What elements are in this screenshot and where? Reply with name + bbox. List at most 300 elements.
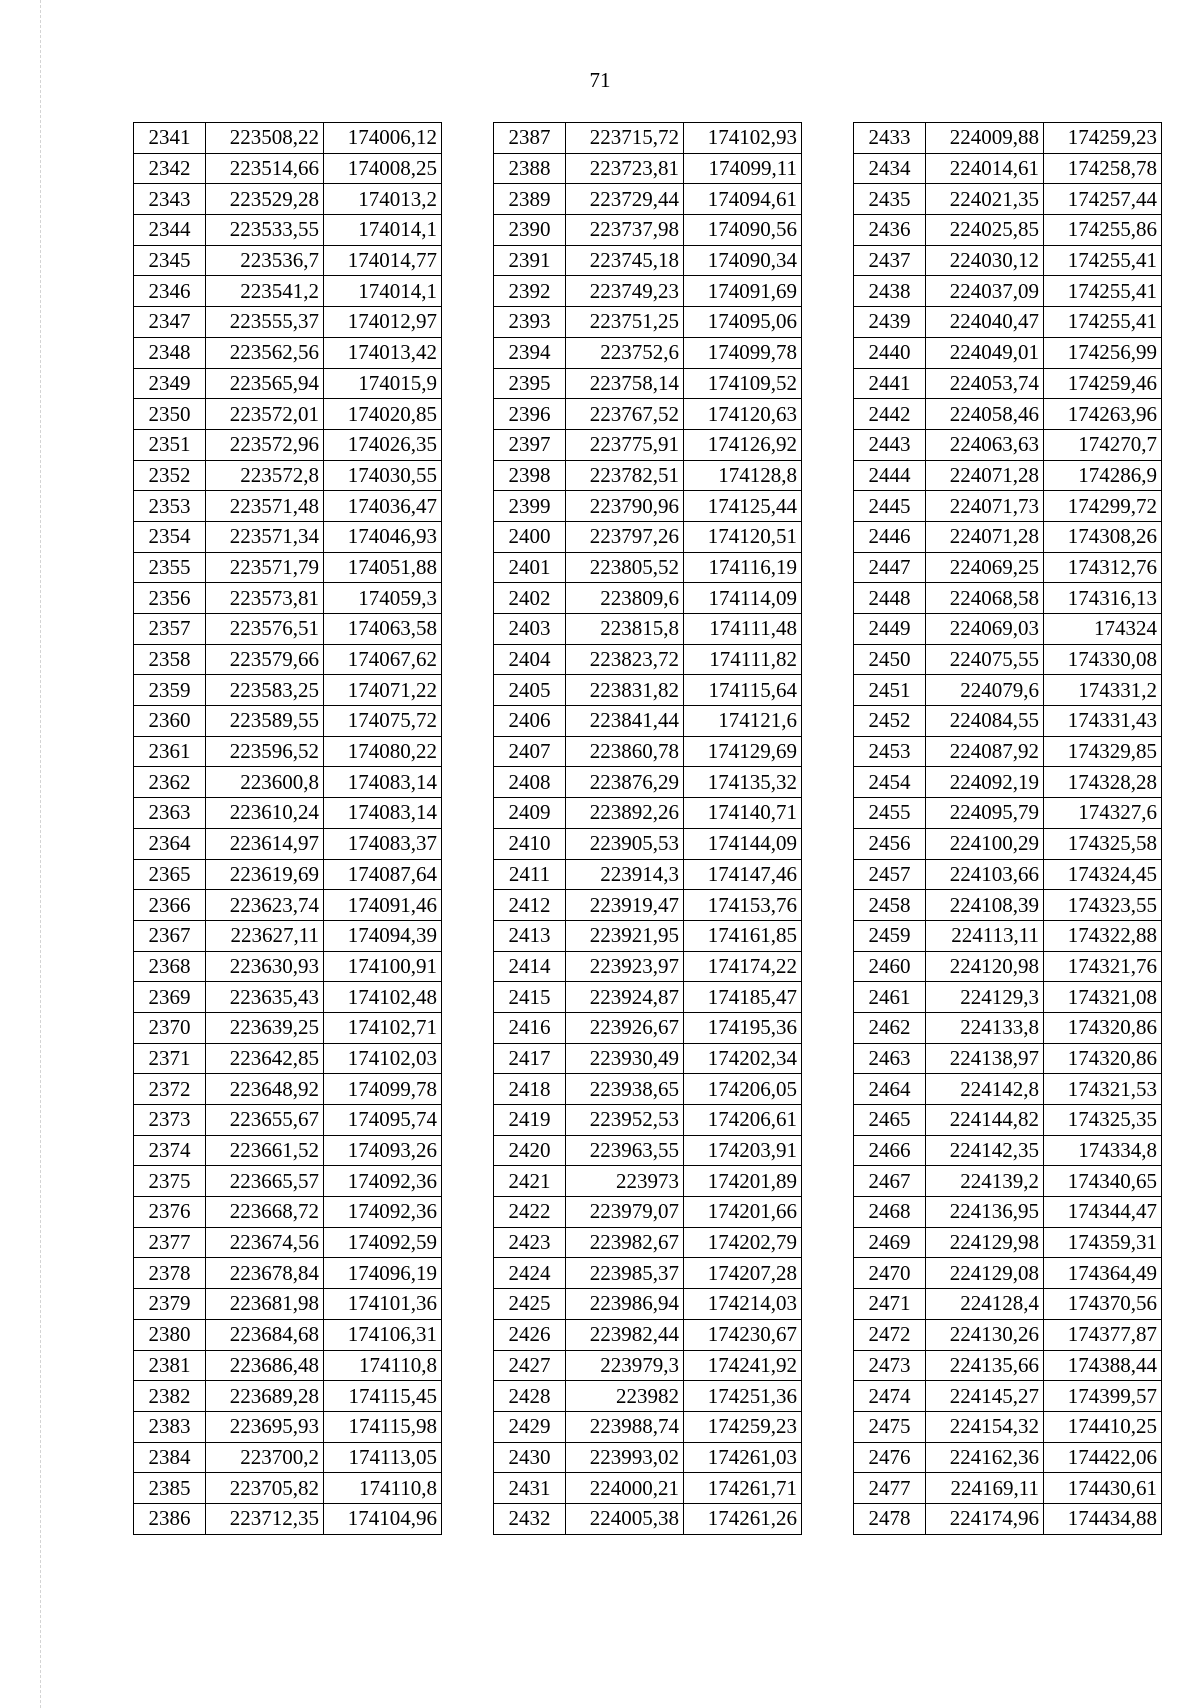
table-row <box>854 521 1162 552</box>
table-row <box>854 767 1162 798</box>
table-row <box>134 307 442 338</box>
point-number-cell: 2366 <box>134 890 206 921</box>
table-row <box>494 1012 802 1043</box>
table-row <box>134 736 442 767</box>
point-number-cell: 2359 <box>134 675 206 706</box>
y-coordinate-cell: 174101,36 <box>324 1289 442 1320</box>
y-coordinate-cell: 174030,55 <box>324 460 442 491</box>
y-coordinate-cell: 174092,59 <box>324 1227 442 1258</box>
point-number-cell: 2470 <box>854 1258 926 1289</box>
table-row <box>134 1105 442 1136</box>
y-coordinate-cell: 174129,69 <box>684 736 802 767</box>
table-row <box>854 1442 1162 1473</box>
table-row <box>134 767 442 798</box>
x-coordinate-cell: 223562,56 <box>206 337 324 368</box>
table-row <box>854 859 1162 890</box>
x-coordinate-cell: 223536,7 <box>206 245 324 276</box>
y-coordinate-cell: 174100,91 <box>324 951 442 982</box>
y-coordinate-cell: 174095,06 <box>684 307 802 338</box>
y-coordinate-cell: 174046,93 <box>324 521 442 552</box>
table-row <box>494 552 802 583</box>
point-number-cell: 2476 <box>854 1442 926 1473</box>
y-coordinate-cell: 174388,44 <box>1044 1350 1162 1381</box>
point-number-cell: 2431 <box>494 1473 566 1504</box>
y-coordinate-cell: 174255,41 <box>1044 276 1162 307</box>
x-coordinate-cell: 224138,97 <box>926 1043 1044 1074</box>
x-coordinate-cell: 224075,55 <box>926 644 1044 675</box>
point-number-cell: 2404 <box>494 644 566 675</box>
point-number-cell: 2456 <box>854 828 926 859</box>
point-number-cell: 2444 <box>854 460 926 491</box>
point-number-cell: 2471 <box>854 1289 926 1320</box>
x-coordinate-cell: 223860,78 <box>566 736 684 767</box>
x-coordinate-cell: 224069,25 <box>926 552 1044 583</box>
table-row <box>494 1227 802 1258</box>
x-coordinate-cell: 223684,68 <box>206 1319 324 1350</box>
point-number-cell: 2412 <box>494 890 566 921</box>
y-coordinate-cell: 174099,11 <box>684 153 802 184</box>
table-row <box>134 859 442 890</box>
table-row <box>134 245 442 276</box>
x-coordinate-cell: 223665,57 <box>206 1166 324 1197</box>
table-row <box>854 1227 1162 1258</box>
y-coordinate-cell: 174008,25 <box>324 153 442 184</box>
y-coordinate-cell: 174111,82 <box>684 644 802 675</box>
x-coordinate-cell: 223648,92 <box>206 1074 324 1105</box>
point-number-cell: 2459 <box>854 920 926 951</box>
x-coordinate-cell: 223589,55 <box>206 706 324 737</box>
point-number-cell: 2428 <box>494 1381 566 1412</box>
y-coordinate-cell: 174063,58 <box>324 614 442 645</box>
y-coordinate-cell: 174116,19 <box>684 552 802 583</box>
point-number-cell: 2388 <box>494 153 566 184</box>
y-coordinate-cell: 174083,37 <box>324 828 442 859</box>
y-coordinate-cell: 174093,26 <box>324 1135 442 1166</box>
y-coordinate-cell: 174114,09 <box>684 583 802 614</box>
margin-guide-line <box>40 0 41 1708</box>
y-coordinate-cell: 174014,77 <box>324 245 442 276</box>
x-coordinate-cell: 223921,95 <box>566 920 684 951</box>
table-row <box>134 215 442 246</box>
x-coordinate-cell: 223938,65 <box>566 1074 684 1105</box>
table-row <box>494 614 802 645</box>
table-row <box>494 982 802 1013</box>
table-row <box>494 276 802 307</box>
y-coordinate-cell: 174087,64 <box>324 859 442 890</box>
y-coordinate-cell: 174026,35 <box>324 429 442 460</box>
y-coordinate-cell: 174202,34 <box>684 1043 802 1074</box>
table-row <box>854 491 1162 522</box>
x-coordinate-cell: 223993,02 <box>566 1442 684 1473</box>
table-row <box>494 184 802 215</box>
point-number-cell: 2385 <box>134 1473 206 1504</box>
table-row <box>854 429 1162 460</box>
y-coordinate-cell: 174299,72 <box>1044 491 1162 522</box>
x-coordinate-cell: 223705,82 <box>206 1473 324 1504</box>
x-coordinate-cell: 224108,39 <box>926 890 1044 921</box>
point-number-cell: 2429 <box>494 1411 566 1442</box>
x-coordinate-cell: 224079,6 <box>926 675 1044 706</box>
point-number-cell: 2343 <box>134 184 206 215</box>
table-row <box>494 1350 802 1381</box>
table-row <box>134 1074 442 1105</box>
y-coordinate-cell: 174075,72 <box>324 706 442 737</box>
y-coordinate-cell: 174203,91 <box>684 1135 802 1166</box>
y-coordinate-cell: 174144,09 <box>684 828 802 859</box>
x-coordinate-cell: 223642,85 <box>206 1043 324 1074</box>
table-row <box>494 920 802 951</box>
table-row <box>494 1135 802 1166</box>
table-row <box>494 1074 802 1105</box>
y-coordinate-cell: 174104,96 <box>324 1503 442 1534</box>
point-number-cell: 2358 <box>134 644 206 675</box>
x-coordinate-cell: 223572,01 <box>206 399 324 430</box>
y-coordinate-cell: 174014,1 <box>324 276 442 307</box>
y-coordinate-cell: 174321,76 <box>1044 951 1162 982</box>
x-coordinate-cell: 223729,44 <box>566 184 684 215</box>
x-coordinate-cell: 223572,8 <box>206 460 324 491</box>
table-row <box>494 1166 802 1197</box>
y-coordinate-cell: 174014,1 <box>324 215 442 246</box>
table-row <box>134 583 442 614</box>
y-coordinate-cell: 174051,88 <box>324 552 442 583</box>
table-row <box>134 153 442 184</box>
point-number-cell: 2472 <box>854 1319 926 1350</box>
point-number-cell: 2390 <box>494 215 566 246</box>
x-coordinate-cell: 223579,66 <box>206 644 324 675</box>
x-coordinate-cell: 223988,74 <box>566 1411 684 1442</box>
y-coordinate-cell: 174115,45 <box>324 1381 442 1412</box>
table-row <box>134 614 442 645</box>
table-row <box>134 828 442 859</box>
x-coordinate-cell: 223508,22 <box>206 123 324 154</box>
point-number-cell: 2401 <box>494 552 566 583</box>
point-number-cell: 2477 <box>854 1473 926 1504</box>
y-coordinate-cell: 174015,9 <box>324 368 442 399</box>
x-coordinate-cell: 223815,8 <box>566 614 684 645</box>
y-coordinate-cell: 174321,08 <box>1044 982 1162 1013</box>
point-number-cell: 2342 <box>134 153 206 184</box>
y-coordinate-cell: 174083,14 <box>324 767 442 798</box>
point-number-cell: 2407 <box>494 736 566 767</box>
table-row <box>854 245 1162 276</box>
x-coordinate-cell: 224139,2 <box>926 1166 1044 1197</box>
point-number-cell: 2475 <box>854 1411 926 1442</box>
point-number-cell: 2465 <box>854 1105 926 1136</box>
coordinates-table-1 <box>133 122 442 1535</box>
x-coordinate-cell: 223514,66 <box>206 153 324 184</box>
x-coordinate-cell: 223635,43 <box>206 982 324 1013</box>
x-coordinate-cell: 223715,72 <box>566 123 684 154</box>
point-number-cell: 2463 <box>854 1043 926 1074</box>
y-coordinate-cell: 174324 <box>1044 614 1162 645</box>
point-number-cell: 2447 <box>854 552 926 583</box>
y-coordinate-cell: 174259,46 <box>1044 368 1162 399</box>
point-number-cell: 2405 <box>494 675 566 706</box>
x-coordinate-cell: 224092,19 <box>926 767 1044 798</box>
y-coordinate-cell: 174006,12 <box>324 123 442 154</box>
y-coordinate-cell: 174110,8 <box>324 1350 442 1381</box>
x-coordinate-cell: 223914,3 <box>566 859 684 890</box>
point-number-cell: 2432 <box>494 1503 566 1534</box>
point-number-cell: 2417 <box>494 1043 566 1074</box>
y-coordinate-cell: 174327,6 <box>1044 798 1162 829</box>
table-row <box>494 583 802 614</box>
x-coordinate-cell: 223712,35 <box>206 1503 324 1534</box>
point-number-cell: 2369 <box>134 982 206 1013</box>
x-coordinate-cell: 223979,3 <box>566 1350 684 1381</box>
y-coordinate-cell: 174111,48 <box>684 614 802 645</box>
table-row <box>854 460 1162 491</box>
point-number-cell: 2392 <box>494 276 566 307</box>
table-row <box>494 1319 802 1350</box>
table-row <box>134 1289 442 1320</box>
y-coordinate-cell: 174230,67 <box>684 1319 802 1350</box>
point-number-cell: 2427 <box>494 1350 566 1381</box>
point-number-cell: 2367 <box>134 920 206 951</box>
y-coordinate-cell: 174067,62 <box>324 644 442 675</box>
point-number-cell: 2457 <box>854 859 926 890</box>
page-number: 71 <box>589 68 611 92</box>
table-row <box>494 1503 802 1534</box>
table-row <box>134 123 442 154</box>
y-coordinate-cell: 174255,86 <box>1044 215 1162 246</box>
y-coordinate-cell: 174092,36 <box>324 1166 442 1197</box>
y-coordinate-cell: 174102,93 <box>684 123 802 154</box>
x-coordinate-cell: 224058,46 <box>926 399 1044 430</box>
point-number-cell: 2376 <box>134 1197 206 1228</box>
point-number-cell: 2474 <box>854 1381 926 1412</box>
y-coordinate-cell: 174206,05 <box>684 1074 802 1105</box>
table-row <box>134 184 442 215</box>
table-row <box>494 123 802 154</box>
table-row <box>494 1411 802 1442</box>
point-number-cell: 2386 <box>134 1503 206 1534</box>
y-coordinate-cell: 174255,41 <box>1044 307 1162 338</box>
point-number-cell: 2478 <box>854 1503 926 1534</box>
point-number-cell: 2394 <box>494 337 566 368</box>
y-coordinate-cell: 174106,31 <box>324 1319 442 1350</box>
table-row <box>854 675 1162 706</box>
y-coordinate-cell: 174259,23 <box>1044 123 1162 154</box>
y-coordinate-cell: 174059,3 <box>324 583 442 614</box>
table-row <box>494 798 802 829</box>
point-number-cell: 2381 <box>134 1350 206 1381</box>
point-number-cell: 2466 <box>854 1135 926 1166</box>
table-row <box>494 460 802 491</box>
table-row <box>134 706 442 737</box>
table-row <box>134 460 442 491</box>
table-row <box>854 1197 1162 1228</box>
y-coordinate-cell: 174399,57 <box>1044 1381 1162 1412</box>
x-coordinate-cell: 223963,55 <box>566 1135 684 1166</box>
y-coordinate-cell: 174125,44 <box>684 491 802 522</box>
y-coordinate-cell: 174128,8 <box>684 460 802 491</box>
point-number-cell: 2398 <box>494 460 566 491</box>
x-coordinate-cell: 223623,74 <box>206 890 324 921</box>
table-row <box>134 1258 442 1289</box>
point-number-cell: 2384 <box>134 1442 206 1473</box>
table-row <box>134 1442 442 1473</box>
table-row <box>494 337 802 368</box>
point-number-cell: 2445 <box>854 491 926 522</box>
y-coordinate-cell: 174161,85 <box>684 920 802 951</box>
table-row <box>854 644 1162 675</box>
point-number-cell: 2372 <box>134 1074 206 1105</box>
y-coordinate-cell: 174256,99 <box>1044 337 1162 368</box>
table-row <box>494 1289 802 1320</box>
x-coordinate-cell: 224009,88 <box>926 123 1044 154</box>
y-coordinate-cell: 174257,44 <box>1044 184 1162 215</box>
point-number-cell: 2396 <box>494 399 566 430</box>
x-coordinate-cell: 224063,63 <box>926 429 1044 460</box>
y-coordinate-cell: 174096,19 <box>324 1258 442 1289</box>
y-coordinate-cell: 174120,51 <box>684 521 802 552</box>
x-coordinate-cell: 224128,4 <box>926 1289 1044 1320</box>
x-coordinate-cell: 224144,82 <box>926 1105 1044 1136</box>
y-coordinate-cell: 174325,35 <box>1044 1105 1162 1136</box>
y-coordinate-cell: 174095,74 <box>324 1105 442 1136</box>
table-row <box>854 706 1162 737</box>
x-coordinate-cell: 224129,3 <box>926 982 1044 1013</box>
point-number-cell: 2368 <box>134 951 206 982</box>
point-number-cell: 2433 <box>854 123 926 154</box>
point-number-cell: 2353 <box>134 491 206 522</box>
coordinates-table-3 <box>853 122 1162 1535</box>
x-coordinate-cell: 224068,58 <box>926 583 1044 614</box>
y-coordinate-cell: 174120,63 <box>684 399 802 430</box>
table-row <box>494 1043 802 1074</box>
table-row <box>854 368 1162 399</box>
x-coordinate-cell: 223678,84 <box>206 1258 324 1289</box>
x-coordinate-cell: 223876,29 <box>566 767 684 798</box>
y-coordinate-cell: 174090,34 <box>684 245 802 276</box>
x-coordinate-cell: 224154,32 <box>926 1411 1044 1442</box>
table-row <box>494 767 802 798</box>
point-number-cell: 2382 <box>134 1381 206 1412</box>
y-coordinate-cell: 174135,32 <box>684 767 802 798</box>
x-coordinate-cell: 223823,72 <box>566 644 684 675</box>
x-coordinate-cell: 223573,81 <box>206 583 324 614</box>
point-number-cell: 2360 <box>134 706 206 737</box>
point-number-cell: 2371 <box>134 1043 206 1074</box>
x-coordinate-cell: 224100,29 <box>926 828 1044 859</box>
table-row <box>854 307 1162 338</box>
table-row <box>854 828 1162 859</box>
y-coordinate-cell: 174320,86 <box>1044 1043 1162 1074</box>
x-coordinate-cell: 223831,82 <box>566 675 684 706</box>
point-number-cell: 2391 <box>494 245 566 276</box>
x-coordinate-cell: 223681,98 <box>206 1289 324 1320</box>
table-row <box>854 1074 1162 1105</box>
table-row <box>854 1289 1162 1320</box>
x-coordinate-cell: 223930,49 <box>566 1043 684 1074</box>
x-coordinate-cell: 224129,98 <box>926 1227 1044 1258</box>
x-coordinate-cell: 223926,67 <box>566 1012 684 1043</box>
point-number-cell: 2448 <box>854 583 926 614</box>
y-coordinate-cell: 174359,31 <box>1044 1227 1162 1258</box>
y-coordinate-cell: 174251,36 <box>684 1381 802 1412</box>
y-coordinate-cell: 174201,89 <box>684 1166 802 1197</box>
table-row <box>134 1166 442 1197</box>
y-coordinate-cell: 174330,08 <box>1044 644 1162 675</box>
point-number-cell: 2424 <box>494 1258 566 1289</box>
table-row <box>494 491 802 522</box>
point-number-cell: 2452 <box>854 706 926 737</box>
table-row <box>854 1473 1162 1504</box>
point-number-cell: 2434 <box>854 153 926 184</box>
y-coordinate-cell: 174020,85 <box>324 399 442 430</box>
x-coordinate-cell: 223924,87 <box>566 982 684 1013</box>
x-coordinate-cell: 223809,6 <box>566 583 684 614</box>
x-coordinate-cell: 223982,67 <box>566 1227 684 1258</box>
x-coordinate-cell: 223576,51 <box>206 614 324 645</box>
y-coordinate-cell: 174410,25 <box>1044 1411 1162 1442</box>
point-number-cell: 2387 <box>494 123 566 154</box>
point-number-cell: 2462 <box>854 1012 926 1043</box>
table-row <box>134 276 442 307</box>
point-number-cell: 2414 <box>494 951 566 982</box>
table-row <box>134 1197 442 1228</box>
y-coordinate-cell: 174091,46 <box>324 890 442 921</box>
table-row <box>134 1473 442 1504</box>
point-number-cell: 2354 <box>134 521 206 552</box>
table-row <box>854 1043 1162 1074</box>
x-coordinate-cell: 223752,6 <box>566 337 684 368</box>
point-number-cell: 2364 <box>134 828 206 859</box>
y-coordinate-cell: 174013,2 <box>324 184 442 215</box>
x-coordinate-cell: 223541,2 <box>206 276 324 307</box>
x-coordinate-cell: 223797,26 <box>566 521 684 552</box>
table-row <box>134 920 442 951</box>
table-row <box>494 1197 802 1228</box>
point-number-cell: 2410 <box>494 828 566 859</box>
x-coordinate-cell: 224069,03 <box>926 614 1044 645</box>
point-number-cell: 2468 <box>854 1197 926 1228</box>
x-coordinate-cell: 223737,98 <box>566 215 684 246</box>
point-number-cell: 2399 <box>494 491 566 522</box>
point-number-cell: 2355 <box>134 552 206 583</box>
table-row <box>494 1473 802 1504</box>
x-coordinate-cell: 224162,36 <box>926 1442 1044 1473</box>
x-coordinate-cell: 224053,74 <box>926 368 1044 399</box>
point-number-cell: 2413 <box>494 920 566 951</box>
x-coordinate-cell: 223979,07 <box>566 1197 684 1228</box>
x-coordinate-cell: 223782,51 <box>566 460 684 491</box>
table-row <box>134 521 442 552</box>
y-coordinate-cell: 174113,05 <box>324 1442 442 1473</box>
point-number-cell: 2438 <box>854 276 926 307</box>
table-row <box>134 982 442 1013</box>
y-coordinate-cell: 174083,14 <box>324 798 442 829</box>
table-row <box>494 1258 802 1289</box>
point-number-cell: 2380 <box>134 1319 206 1350</box>
y-coordinate-cell: 174259,23 <box>684 1411 802 1442</box>
point-number-cell: 2349 <box>134 368 206 399</box>
point-number-cell: 2383 <box>134 1411 206 1442</box>
point-number-cell: 2365 <box>134 859 206 890</box>
table-row <box>854 890 1162 921</box>
point-number-cell: 2454 <box>854 767 926 798</box>
point-number-cell: 2402 <box>494 583 566 614</box>
point-number-cell: 2352 <box>134 460 206 491</box>
point-number-cell: 2469 <box>854 1227 926 1258</box>
table-row <box>494 307 802 338</box>
point-number-cell: 2345 <box>134 245 206 276</box>
y-coordinate-cell: 174214,03 <box>684 1289 802 1320</box>
y-coordinate-cell: 174110,8 <box>324 1473 442 1504</box>
table-row <box>134 1227 442 1258</box>
